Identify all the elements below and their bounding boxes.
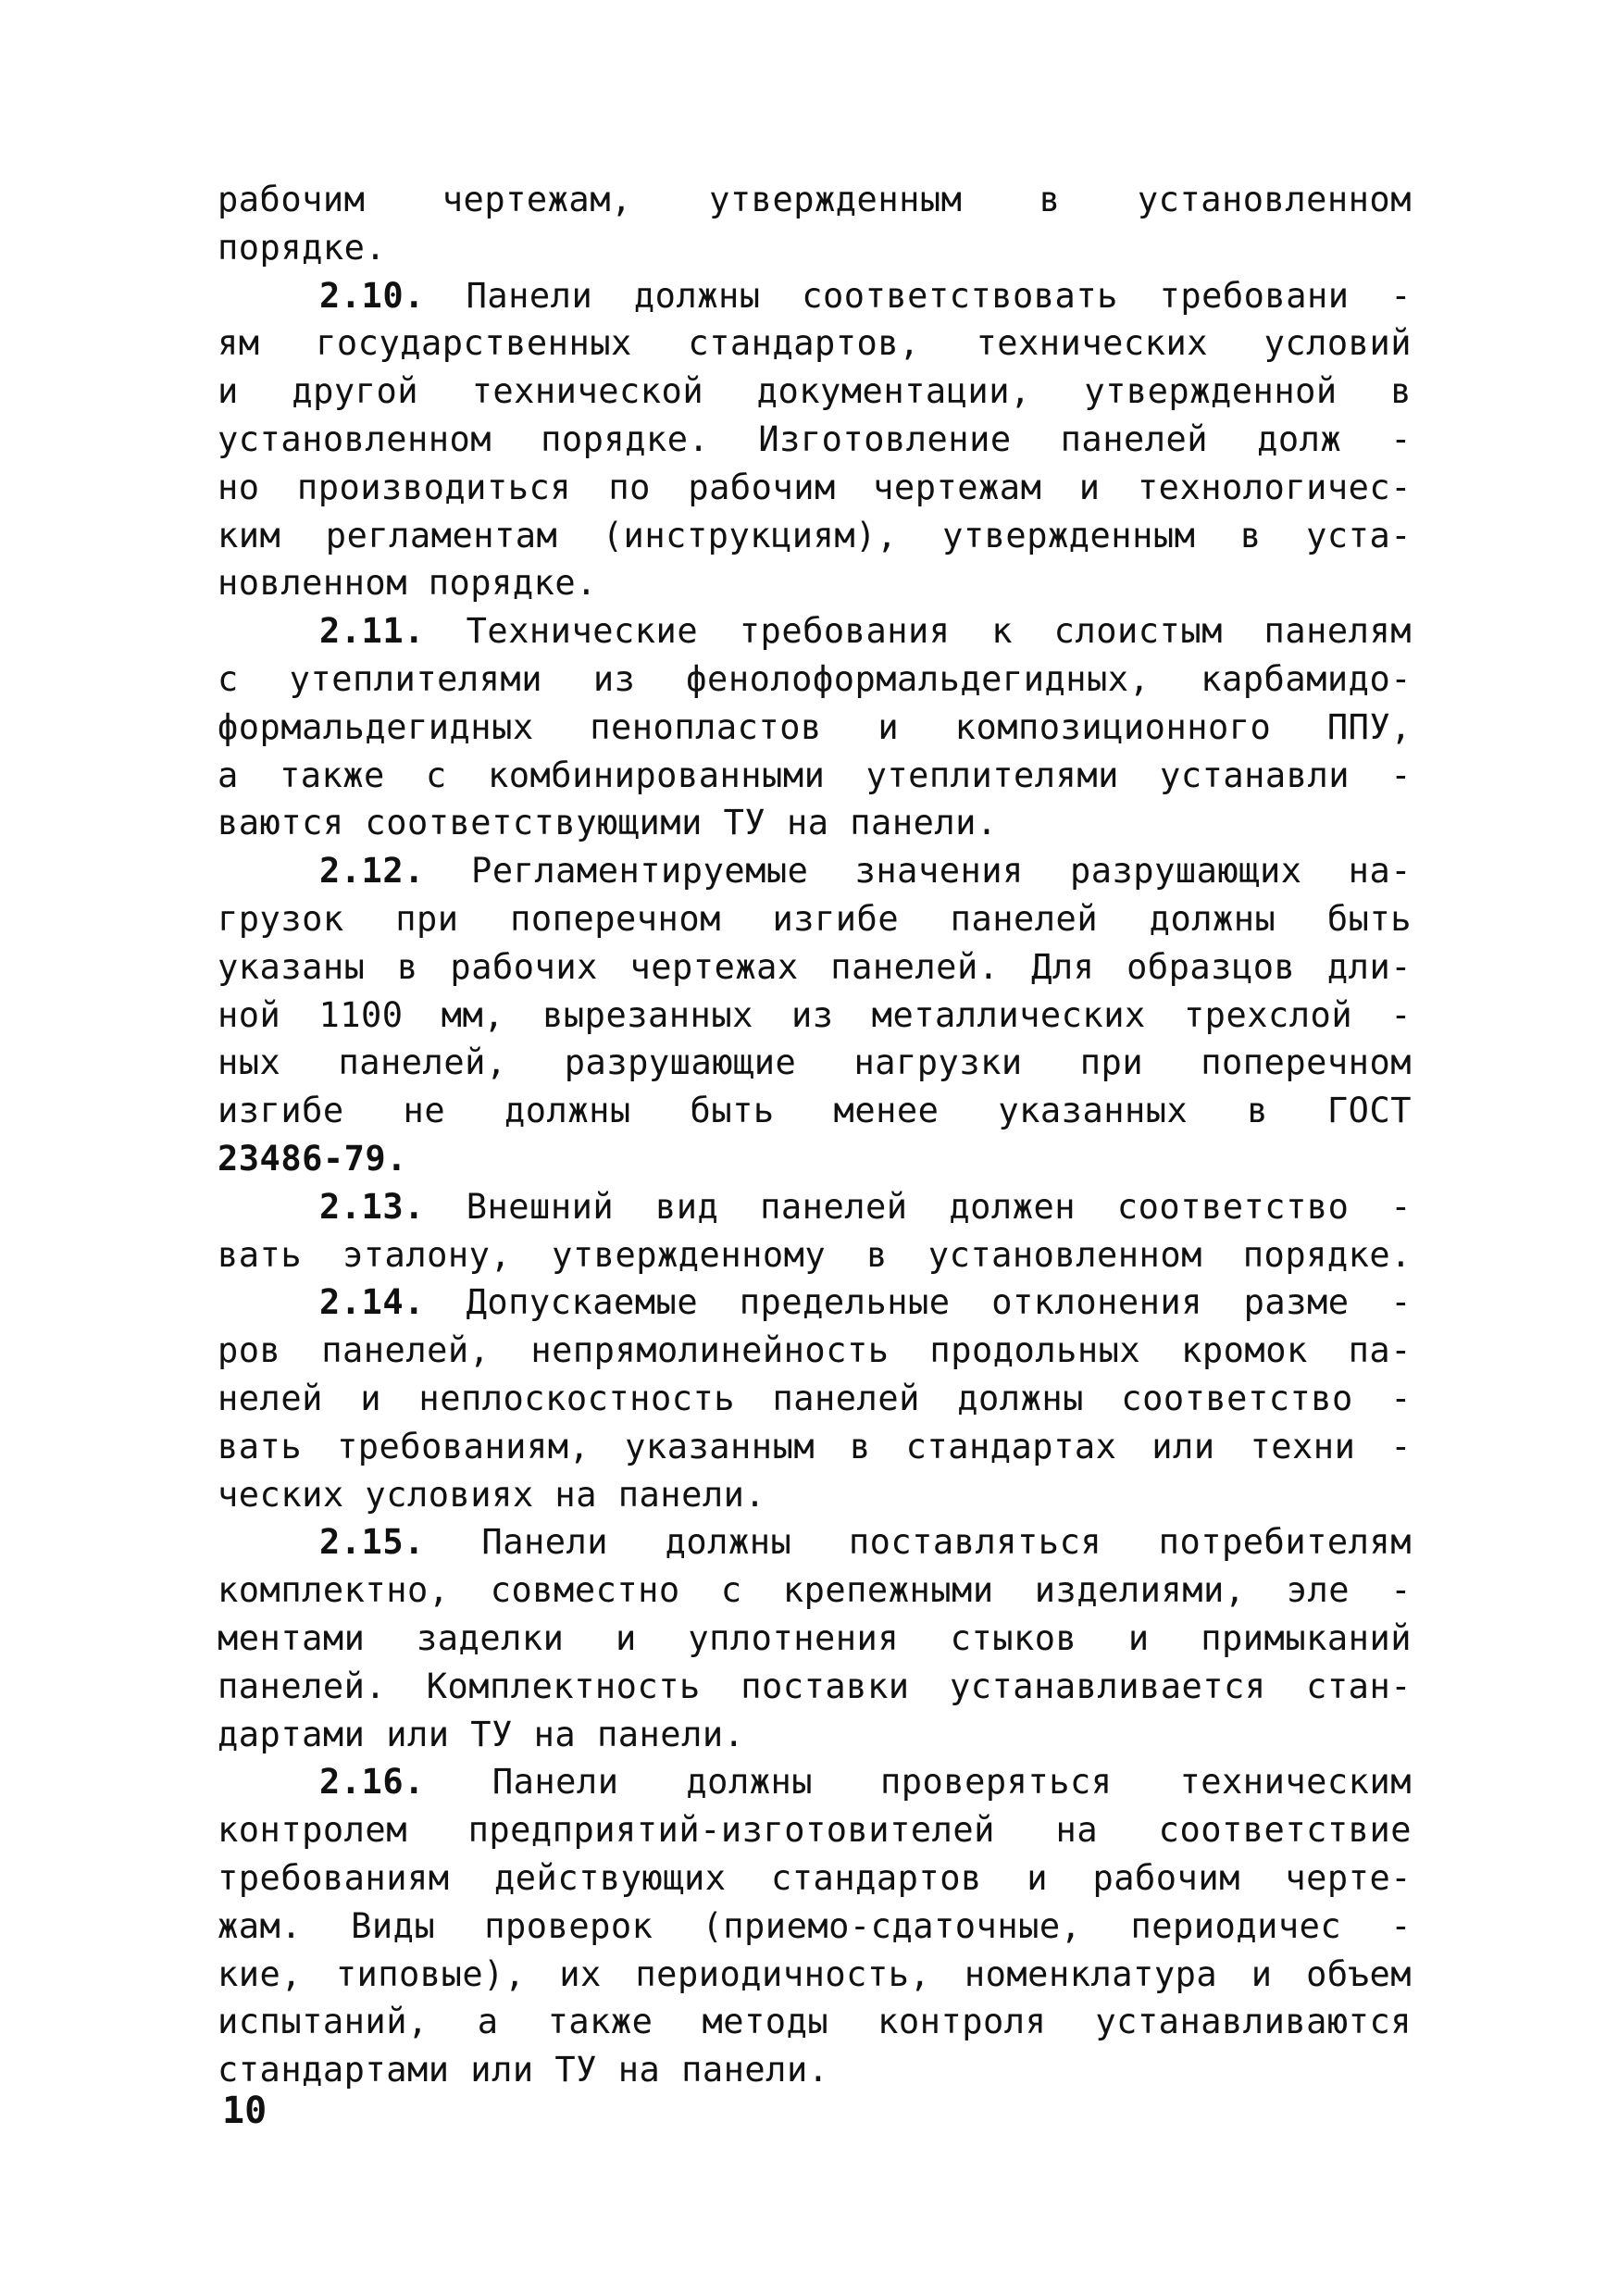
line-text: Регламентируемые значения разрушающих на- (424, 851, 1412, 892)
line-text: требованиям действующих стандартов и рабочим черте- (218, 1858, 1412, 1898)
line-text: жам. Виды проверок (приемо-сдаточные, периодичес - (218, 1905, 1412, 1946)
line-text: ческих условиях на панели. (218, 1474, 766, 1515)
line-text: формальдегидных пенопластов и композиционного ППУ, (218, 706, 1412, 747)
line-text: Панели должны поставляться потребителям (424, 1522, 1412, 1563)
line-text: кие, типовые), их периодичность, номенклатура и объем (218, 1953, 1412, 1994)
line-text: но производиться по рабочим чертежам и технологичес- (218, 467, 1412, 507)
text-line (218, 1615, 1412, 1663)
text-line (218, 224, 1412, 272)
text-line (218, 176, 1412, 224)
line-text: установленном порядке. Изготовление панелей долж - (218, 419, 1412, 459)
line-text: Внешний вид панелей должен соответство - (424, 1186, 1412, 1227)
text-line (218, 895, 1412, 943)
line-text: рабочим чертежам, утвержденным в установленном (218, 180, 1412, 219)
text-line (218, 1806, 1412, 1854)
text-line (218, 704, 1412, 752)
text-line (218, 416, 1412, 464)
text-line (218, 1998, 1412, 2046)
paragraph-first-line (319, 1518, 1412, 1566)
text-line (218, 559, 1412, 607)
line-text: Технические требования к слоистым панелям (424, 611, 1412, 652)
line-text: ям государственных стандартов, технических условий (218, 323, 1412, 364)
line-text: порядке. (218, 227, 387, 268)
text-line (218, 319, 1412, 368)
line-text: испытаний, а также методы контроля устанавливаются (218, 2002, 1412, 2042)
line-text: панелей. Комплектность поставки устанавливается стан- (218, 1666, 1412, 1706)
text-line (218, 799, 1412, 847)
text-line (218, 1039, 1412, 1087)
text-line (218, 1087, 1412, 1135)
line-text: вать требованиям, указанным в стандартах или техни - (218, 1426, 1412, 1466)
text-line (218, 2046, 1412, 2094)
line-text: комплектно, совместно с крепежными изделиями, эле - (218, 1570, 1412, 1611)
text-line (218, 1663, 1412, 1711)
line-text: ментами заделки и уплотнения стыков и примыканий (218, 1618, 1412, 1658)
line-text: дартами или ТУ на панели. (218, 1714, 745, 1754)
line-text: указаны в рабочих чертежах панелей. Для образцов дли- (218, 946, 1412, 987)
line-text: с утеплителями из фенолоформальдегидных, карбамидо- (218, 659, 1412, 699)
text-line (218, 1375, 1412, 1423)
line-text: ваются соответствующими ТУ на панели. (218, 803, 998, 843)
paragraph-first-line (319, 1183, 1412, 1231)
paragraph-first-line (319, 607, 1412, 655)
section-number: 2.12. (319, 851, 425, 892)
line-text: ким регламентам (инструкциям), утвержденным в уста- (218, 515, 1412, 555)
line-text: а также с комбинированными утеплителями устанавли - (218, 755, 1412, 795)
text-line (218, 943, 1412, 992)
section-number: 2.16. (319, 1762, 425, 1803)
text-line (218, 1711, 1412, 1759)
text-line (218, 1566, 1412, 1615)
text-line (218, 1135, 1412, 1183)
line-text: Панели должны соответствовать требовани - (424, 275, 1412, 316)
line-text: ров панелей, непрямолинейность продольных кромок па- (218, 1330, 1412, 1371)
section-number: 2.11. (319, 611, 425, 652)
line-text: Панели должны проверяться техническим (424, 1762, 1412, 1803)
text-line (218, 1951, 1412, 1999)
text-line (218, 1854, 1412, 1903)
text-line (218, 464, 1412, 512)
page-number: 10 (222, 2090, 268, 2132)
paragraph-first-line (319, 1279, 1412, 1327)
line-text: стандартами или ТУ на панели. (218, 2050, 829, 2090)
text-line (218, 1423, 1412, 1471)
line-text: новленном порядке. (218, 563, 597, 604)
text-line (218, 1231, 1412, 1279)
line-text: ной 1100 мм, вырезанных из металлических трехслой - (218, 994, 1412, 1035)
text-line (218, 655, 1412, 704)
paragraph-first-line (319, 272, 1412, 320)
line-text: изгибе не должны быть менее указанных в ГОСТ (218, 1091, 1412, 1131)
text-line (218, 992, 1412, 1040)
line-text: 23486-79. (218, 1139, 407, 1179)
line-text: Допускаемые предельные отклонения разме - (424, 1282, 1412, 1323)
section-number: 2.10. (319, 275, 425, 316)
paragraph-first-line (319, 1758, 1412, 1806)
text-line (218, 1471, 1412, 1519)
line-text: нелей и неплоскостность панелей должны соответство - (218, 1379, 1412, 1418)
line-text: контролем предприятий-изготовителей на соответствие (218, 1810, 1412, 1851)
text-line (218, 1327, 1412, 1375)
line-text: и другой технической документации, утвержденной в (218, 371, 1412, 412)
text-line (218, 1903, 1412, 1951)
line-text: грузок при поперечном изгибе панелей должны быть (218, 899, 1412, 939)
paragraph-first-line (319, 847, 1412, 895)
section-number: 2.14. (319, 1282, 425, 1323)
text-line (218, 752, 1412, 800)
text-line (218, 512, 1412, 560)
section-number: 2.15. (319, 1522, 425, 1563)
text-line (218, 368, 1412, 416)
line-text: ных панелей, разрушающие нагрузки при поперечном (218, 1042, 1412, 1083)
section-number: 2.13. (319, 1186, 425, 1227)
line-text: вать эталону, утвержденному в установленном порядке. (218, 1234, 1412, 1275)
